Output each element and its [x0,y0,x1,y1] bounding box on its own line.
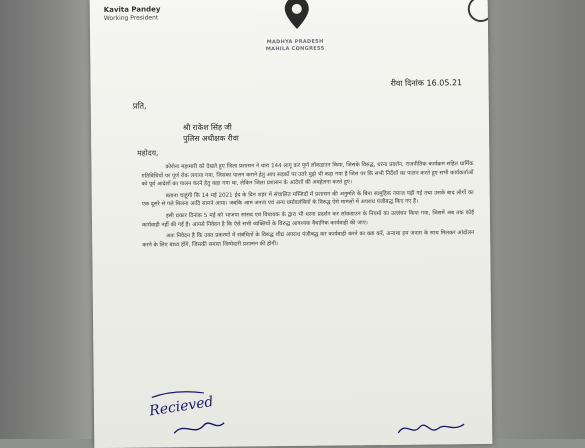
body-paragraph: कोरोना महामारी को देखते हुए जिला प्रशासन ने धारा 144 लागू कर पूर्ण लॉकडाउन किया, जिसके विरुद्ध, धरना प्रदर्शन, राजनीतिक कार्यक्रम सहित धार्मिक गतिविधियों पर पूर्ण रोक लगाया गया, जिसका पालन कराने हेतु आप सड़कों पर उतरे मुझे भी कहा गया है जिस पर कि सभी निर्देशों का पालन करते हुए सभी कार्यकर्ताओं को पूर्व आदेशों का पालन करने हेतु कहा गया था, लेकिन जिला प्रशासन के आदेशों की अवहेलना करते हुए। [141,161,474,188]
letter-date: रीवा दिनांक 16.05.21 [390,78,463,88]
letter-body [141,160,474,253]
salutation-to: प्रति, [132,101,147,111]
body-paragraph: इसी प्रकार दिनांक 5 मई को भाजपा सांसद एवं विधायक के द्वारा भी धरना प्रदर्शन कर लॉकडाउन के नियमों का उल्लंघन किया गया, जिसमें अब तक कोई कार्यवाही नहीं की गई है। आपसे निवेदन है कि ऐसे सभी व्यक्तियों के विरुद्ध आवश्यक वैधानिक कार्यवाही की जाए। [142,210,474,229]
org-line-2: MAHILA CONGRESS [265,45,325,53]
addressee-title: पुलिस अधीक्षक रीवा [183,133,239,144]
organization-name [250,38,340,53]
addressee-name: श्री राकेश सिंह जी [182,122,232,133]
background-right [489,0,585,439]
signature [394,412,474,441]
sender-role: Working President [103,14,159,22]
body-paragraph: बताना चाहूंगी कि 14 मई 2021 ईद के दिन शहर में संचालित मस्जिदों में प्रशासन की अनुमति के बिना सामूहिक नमाज पढ़ी गई तथा उसके बाद लोगों का एक दूसरे से गले मिलना आदि सामने आया। जबकि आम जनता एवं अन्य धर्मावलंबियों के विरुद्ध ऐसे मामलों में अपराध पंजीबद्ध किए गए हैं। [141,189,474,208]
greeting: महोदय, [137,148,159,158]
org-line-1: MADHYA PRADESH [266,38,324,46]
map-pin-logo-icon [284,0,310,30]
letter-sheet [90,0,493,448]
body-paragraph: अतः निवेदन है कि उक्त प्रकरणों में संबंधितों के विरुद्ध शीघ्र अपराध पंजीबद्ध कर कार्यवाही करने का कष्ट करें, अन्यथा हम जनता के साथ मिलकर आंदोलन करने के लिए बाध्य होंगे, जिसकी समस्त जिम्मेदारी प्रशासन की होगी। [142,230,475,249]
sender-name: Kavita Pandey [103,5,161,14]
received-note-text: Recieved [148,393,215,420]
received-handwritten-note [144,384,255,443]
background-left [0,0,92,439]
